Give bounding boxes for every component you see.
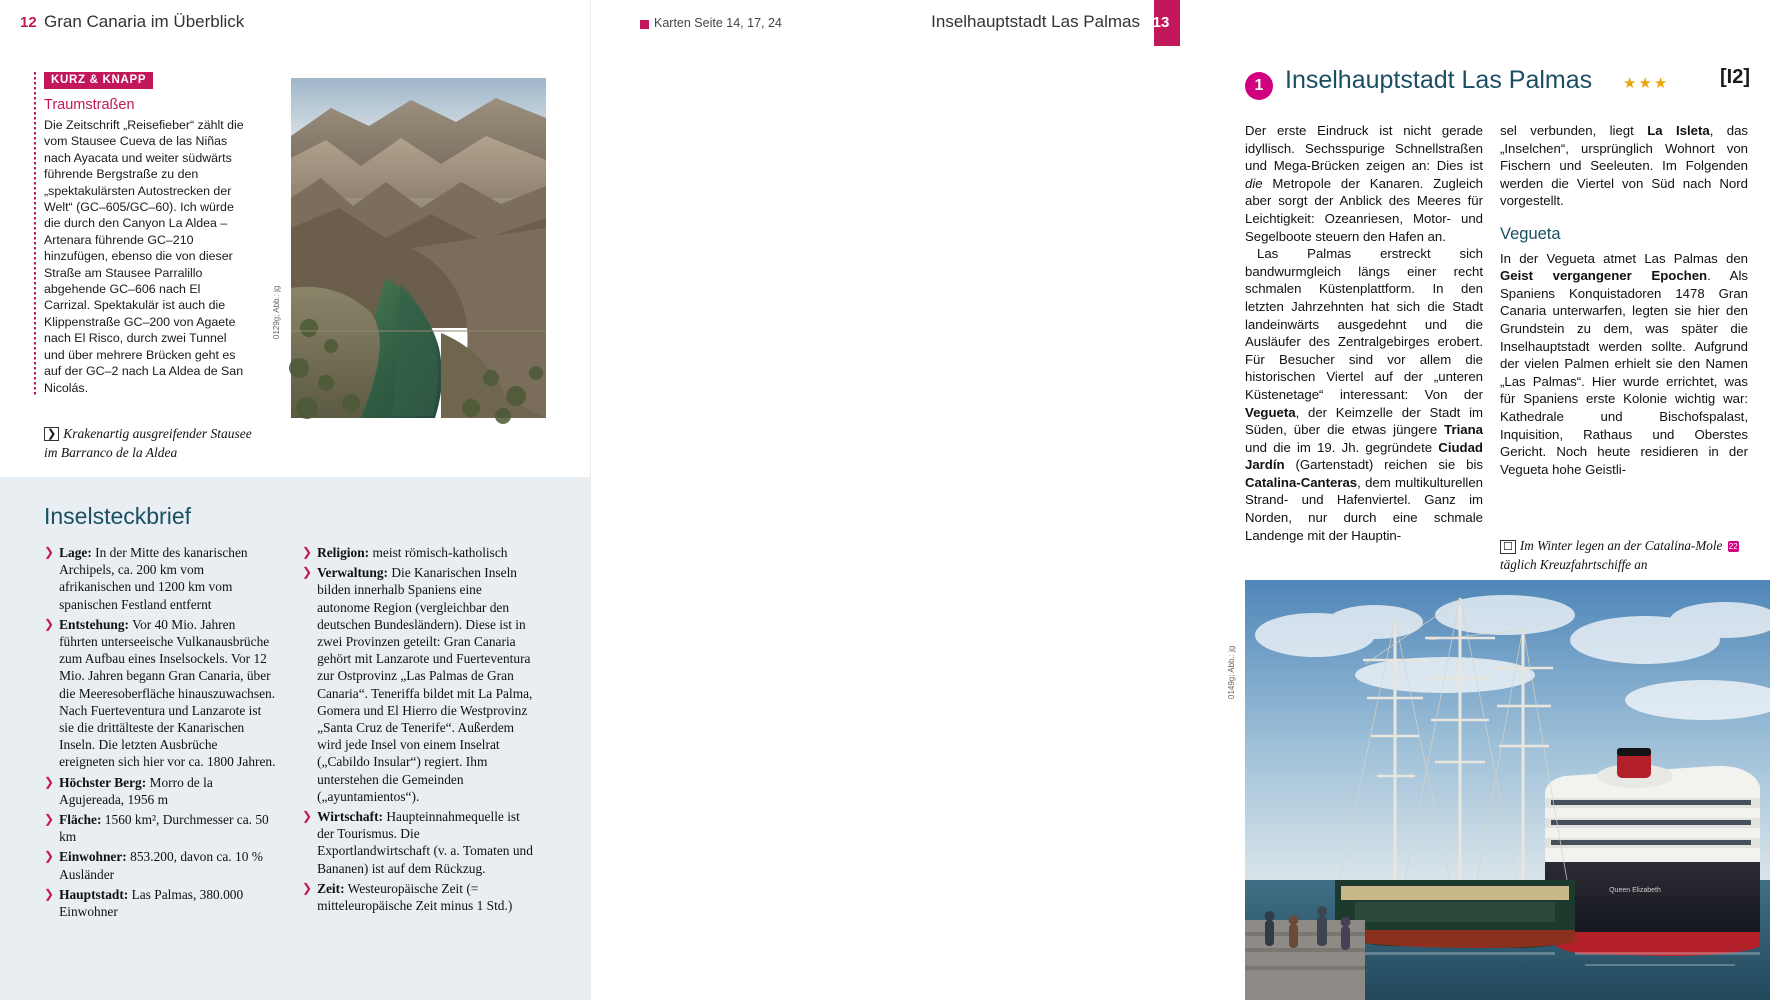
photo-canyon-graphic bbox=[291, 78, 546, 418]
kurz-knapp-title: Traumstraßen bbox=[44, 97, 135, 113]
chevron-right-icon: ❯ bbox=[44, 545, 55, 559]
chapter-number-badge: 1 bbox=[1245, 72, 1273, 100]
chevron-right-icon: ❯ bbox=[302, 545, 313, 559]
para4-emphasis: Geist vergangener Epochen bbox=[1500, 268, 1708, 284]
paragraph-2 bbox=[1245, 245, 1483, 544]
place-la-isleta: La Isleta bbox=[1647, 123, 1710, 138]
list-item-label: Entstehung: bbox=[59, 616, 130, 632]
para1-part-b: Metropole der Kanaren. Zugleich aber sorgt der Anblick des Meeres für Leichtigkeit: Ozeanriesen, Motor- und Segelboote steuern den Hafen an. bbox=[1245, 175, 1483, 244]
steckbrief-column-left bbox=[44, 544, 276, 923]
list-item-text: Westeuropäische Zeit (= mitteleuropäische Zeit minus 1 Std.) bbox=[317, 880, 513, 914]
page-gutter bbox=[590, 0, 591, 1000]
kurz-knapp-tag: KURZ & KNAPP bbox=[44, 72, 153, 89]
para1-part-a: Der erste Eindruck ist nicht gerade idyllisch. Sechsspurige Schnellstraßen und Mega-Brücken zeigen an: Dies ist bbox=[1245, 123, 1483, 174]
para2-part-a: Las Palmas erstreckt sich bandwurmgleich längs einer recht schmalen Küstenplattform. In den letzten Jahrzehnten hat sich die Stadt landeinwärts ausgedehnt und die Ausläufer des Zentralgebirges erobert. Für Besucher sind vor allem die historischen Viertel auf der „unteren Küstenetage“ interessant: Von der bbox=[1245, 246, 1483, 402]
list-item-text: 1560 km², Durchmesser ca. 50 km bbox=[59, 812, 269, 845]
para1-emphasis: die bbox=[1245, 175, 1263, 191]
list-item-text: Die Kanarischen Inseln bilden innerhalb Spaniens eine autonome Region (vergleichbar den deutschen Bundesländern). Diese ist in zwei Provinzen geteilt: Gran Canaria gehört mit Lanzarote und Fuerteventura zur Ostprovinz „Las Palmas de Gran Canaria“. Teneriffa bildet mit La Palma, Gomera und El Hierro die Westprovinz „Santa Cruz de Tenerife“. Außerdem wird jede Insel von einem Inselrat („Cabildo Insular“) regiert. Ihm unterstehen die Gemeinden („ayuntamientos“). bbox=[317, 565, 533, 804]
photo-catalina-mole-harbour bbox=[1245, 580, 1770, 1000]
chevron-right-icon: ❯ bbox=[44, 616, 55, 631]
photo-harbour-graphic bbox=[1245, 580, 1770, 1000]
list-item-text: Morro de la Agujereada, 1956 m bbox=[59, 774, 213, 807]
caption-text-left: Krakenartig ausgreifender Stausee im Barranco de la Aldea bbox=[44, 426, 252, 460]
right-running-head bbox=[590, 0, 1180, 46]
caption-right-part-a: Im Winter legen an der Catalina-Mole bbox=[1519, 538, 1726, 553]
list-item bbox=[44, 774, 276, 808]
photo-barranco-de-la-aldea bbox=[291, 78, 546, 418]
cruise-ship bbox=[1545, 748, 1760, 956]
chevron-right-icon: ❯ bbox=[44, 849, 55, 864]
chapter-title: Inselhauptstadt Las Palmas bbox=[1285, 66, 1593, 94]
list-item-text: Las Palmas, 380.000 Einwohner bbox=[59, 886, 244, 920]
list-item bbox=[44, 848, 276, 882]
caption-right-part-b: täglich Kreuzfahrtschiffe an bbox=[1500, 557, 1648, 572]
para2-part-e: , dem multikulturellen Strand- und Hafenviertel. Ganz im Norden, nur durch eine schmale Landenge mit der Hauptin- bbox=[1245, 474, 1483, 543]
left-running-head bbox=[0, 0, 590, 46]
list-item-text: Haupteinnahmequelle ist der Tourismus. Die Exportlandwirtschaft (v. a. Tomaten und Bananen) ist auf dem Rückzug. bbox=[317, 809, 533, 876]
caption-arrow-icon: ❯ bbox=[44, 427, 59, 441]
kurz-knapp-body: Die Zeitschrift „Reisefieber“ zählt die vom Stausee Cueva de las Niñas nach Ayacata und weiter südwärts führende Bergstraße zu den „spektakulärsten Autostrecken der Welt“ (GC–605/GC–60). Ich würde die durch den Canyon La Aldea – Artenara führende GC–210 hinzufügen, ebenso die von dieser Straße am Stausee Parralillo abgehende GC–606 nach El Carrizal. Spektakulär ist auch die Klippenstraße GC–200 von Agaete nach El Risco, durch zwei Tunnel und über mehrere Brücken geht es auf der GC–2 nach La Aldea de San Nicolás. bbox=[44, 118, 244, 395]
list-item-text: 853.200, davon ca. 10 % Ausländer bbox=[59, 849, 263, 882]
steckbrief-column-right bbox=[302, 544, 534, 923]
chevron-right-icon: ❯ bbox=[44, 886, 55, 901]
right-page bbox=[590, 0, 1750, 1000]
para4-part-a: In der Vegueta atmet Las Palmas den bbox=[1500, 250, 1748, 266]
karten-marker-icon bbox=[640, 20, 649, 29]
para4-part-b: . Als Spaniens Konquistadoren 1478 Gran Canaria unterwarfen, legten sie hier den Grundstein zu dem, was später die Inselhauptstadt werden sollte. Aufgrund der vielen Palmen erhielt sie den Namen „Las Palmas“. Hier wurde errichtet, was für Spaniens erste Kolonie wichtig war: Kathedrale und Bischofspalast, Inquisition, Rathaus und Oberstes Gericht. Noch heute residieren in der Vegueta hohe Geistli- bbox=[1500, 268, 1749, 477]
running-head-left: Gran Canaria im Überblick bbox=[44, 12, 245, 31]
list-item-label: Hauptstadt: bbox=[59, 886, 129, 902]
karten-reference: Karten Seite 14, 17, 24 bbox=[654, 16, 782, 30]
list-item bbox=[302, 544, 534, 561]
page-number-left: 12 bbox=[20, 14, 37, 31]
list-item-label: Religion: bbox=[317, 545, 370, 560]
map-grid-reference: [I2] bbox=[1720, 66, 1750, 88]
paragraph-1 bbox=[1245, 122, 1483, 245]
list-item-text: In der Mitte des kanarischen Archipels, ca. 200 km vom afrikanischen und 1200 km vom spanischen Festland entfernt bbox=[59, 545, 248, 612]
list-item bbox=[302, 808, 534, 877]
body-column-right bbox=[1500, 122, 1748, 478]
chevron-right-icon: ❯ bbox=[302, 565, 313, 580]
list-item-label: Wirtschaft: bbox=[317, 809, 384, 825]
list-item-text: Vor 40 Mio. Jahren führten unterseeische Vulkanausbrüche zum Aufbau eines Inselsockels. Vor 12 Mio. Jahren begann Gran Canaria, über die Meeresoberfläche hinauszuwachsen. Nach Fuerteventura und Lanzarote ist sie die drittälteste der Kanarischen Inseln. Die letzten Ausbrüche ereigneten sich hier vor ca. 1800 Jahren. bbox=[59, 616, 276, 770]
photo-caption-left bbox=[44, 425, 259, 462]
place-catalina-canteras: Catalina-Canteras bbox=[1245, 474, 1358, 490]
chevron-right-icon: ❯ bbox=[302, 880, 313, 895]
photo-caption-right bbox=[1500, 537, 1748, 573]
chevron-right-icon: ❯ bbox=[44, 774, 55, 789]
para2-part-b: , der Keimzelle der Stadt im Süden, über die etwas jüngere bbox=[1245, 404, 1483, 438]
body-column-left bbox=[1245, 122, 1483, 544]
rating-stars: ★★★ bbox=[1623, 76, 1670, 92]
place-triana: Triana bbox=[1444, 422, 1483, 438]
para2-part-c: und die im 19. Jh. gegründete bbox=[1245, 439, 1439, 455]
left-page bbox=[0, 0, 590, 1000]
photo-credit-left: 0129g; Abb.: jg bbox=[272, 285, 281, 339]
kurz-und-knapp-box bbox=[44, 70, 244, 396]
list-item bbox=[44, 616, 276, 771]
place-ciudad-jardin: Ciudad Jardín bbox=[1245, 439, 1483, 473]
list-item bbox=[302, 564, 534, 805]
list-item-label: Verwaltung: bbox=[317, 565, 388, 581]
list-item-label: Einwohner: bbox=[59, 849, 127, 865]
list-item-text: meist römisch-katholisch bbox=[369, 545, 508, 560]
page-number-right: 13 bbox=[1152, 14, 1170, 31]
list-item bbox=[44, 544, 276, 613]
chevron-right-icon: ❯ bbox=[44, 812, 55, 827]
list-item-label: Höchster Berg: bbox=[59, 774, 147, 790]
para3-part-a: sel verbunden, liegt bbox=[1500, 123, 1648, 138]
paragraph-4 bbox=[1500, 250, 1748, 479]
list-item bbox=[44, 886, 276, 920]
list-item-label: Fläche: bbox=[59, 812, 102, 828]
poi-badge: 22 bbox=[1728, 542, 1738, 551]
place-vegueta: Vegueta bbox=[1245, 404, 1296, 420]
camera-icon: ☐ bbox=[1500, 540, 1516, 554]
list-item bbox=[44, 811, 276, 845]
list-item-label: Lage: bbox=[59, 545, 92, 560]
para3-part-b: , das „Inselchen“, ursprünglich Wohnort von Fischern und Seeleuten. Im Folgenden werden die Viertel von Süd nach Nord vorgestellt. bbox=[1500, 123, 1748, 209]
paragraph-3 bbox=[1500, 122, 1748, 210]
svg-text:Queen Elizabeth: Queen Elizabeth bbox=[1609, 887, 1661, 894]
section-heading-vegueta: Vegueta bbox=[1500, 224, 1561, 243]
running-head-right: Inselhauptstadt Las Palmas bbox=[931, 12, 1140, 31]
list-item bbox=[302, 880, 534, 914]
dotted-rule bbox=[34, 72, 36, 396]
chevron-right-icon: ❯ bbox=[302, 809, 313, 824]
list-item-label: Zeit: bbox=[317, 880, 345, 896]
inselsteckbrief-panel bbox=[0, 477, 590, 1000]
photo-credit-right: 0149g; Abb.: jg bbox=[1227, 645, 1236, 699]
para2-part-d: (Gartenstadt) reichen sie bis bbox=[1284, 457, 1483, 473]
inselsteckbrief-title: Inselsteckbrief bbox=[44, 503, 192, 529]
